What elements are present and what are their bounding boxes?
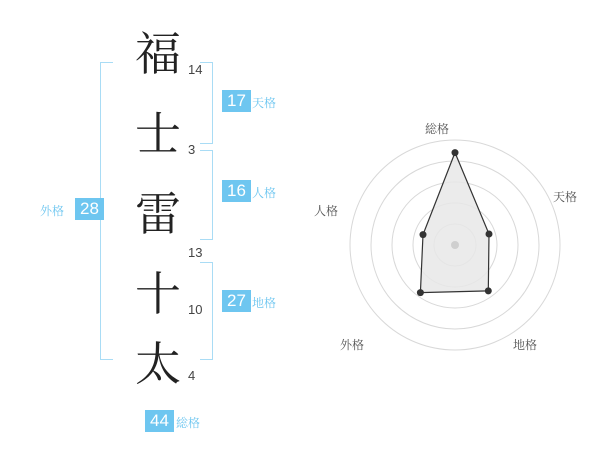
badge-chikaku: 27	[222, 290, 251, 312]
radar-data-point	[417, 289, 424, 296]
badge-jinkaku: 16	[222, 180, 251, 202]
radar-axis-label-gaikaku: 外格	[340, 338, 365, 352]
label-jinkaku: 人格	[252, 186, 277, 200]
bracket-jinkaku	[200, 150, 213, 240]
radar-data-point	[452, 149, 459, 156]
radar-chart	[310, 0, 600, 470]
badge-soukaku: 44	[145, 410, 174, 432]
kanji-strokes-2: 3	[188, 142, 196, 157]
kanji-strokes-5: 4	[188, 368, 196, 383]
radar-data-point	[485, 287, 492, 294]
label-tenkaku: 天格	[252, 96, 277, 110]
kanji-char-1: 福	[135, 29, 181, 80]
kanji-strokes-3: 13	[188, 245, 203, 260]
radar-data-point	[486, 231, 493, 238]
radar-data-polygon	[420, 153, 489, 293]
kanji-char-3: 雷	[135, 189, 181, 240]
label-gaikaku: 外格	[40, 204, 65, 218]
radar-axis-label-soukaku: 総格	[425, 122, 450, 136]
label-soukaku: 総格	[176, 416, 201, 430]
bracket-chikaku	[200, 262, 213, 360]
radar-axis-label-jinkaku: 人格	[314, 204, 339, 218]
kanji-char-2: 士	[135, 109, 181, 160]
radar-axis-label-tenkaku: 天格	[553, 190, 578, 204]
radar-axis-label-chikaku: 地格	[513, 338, 538, 352]
kanji-char-4: 十	[135, 269, 181, 320]
kanji-char-5: 太	[135, 339, 181, 390]
bracket-tenkaku	[200, 62, 213, 144]
radar-center-dot	[451, 241, 459, 249]
kanji-strokes-1: 14	[188, 62, 203, 77]
label-chikaku: 地格	[252, 296, 277, 310]
badge-gaikaku: 28	[75, 198, 104, 220]
radar-data-point	[420, 231, 427, 238]
radar-chart-svg	[310, 0, 600, 470]
kanji-strokes-4: 10	[188, 302, 203, 317]
badge-tenkaku: 17	[222, 90, 251, 112]
